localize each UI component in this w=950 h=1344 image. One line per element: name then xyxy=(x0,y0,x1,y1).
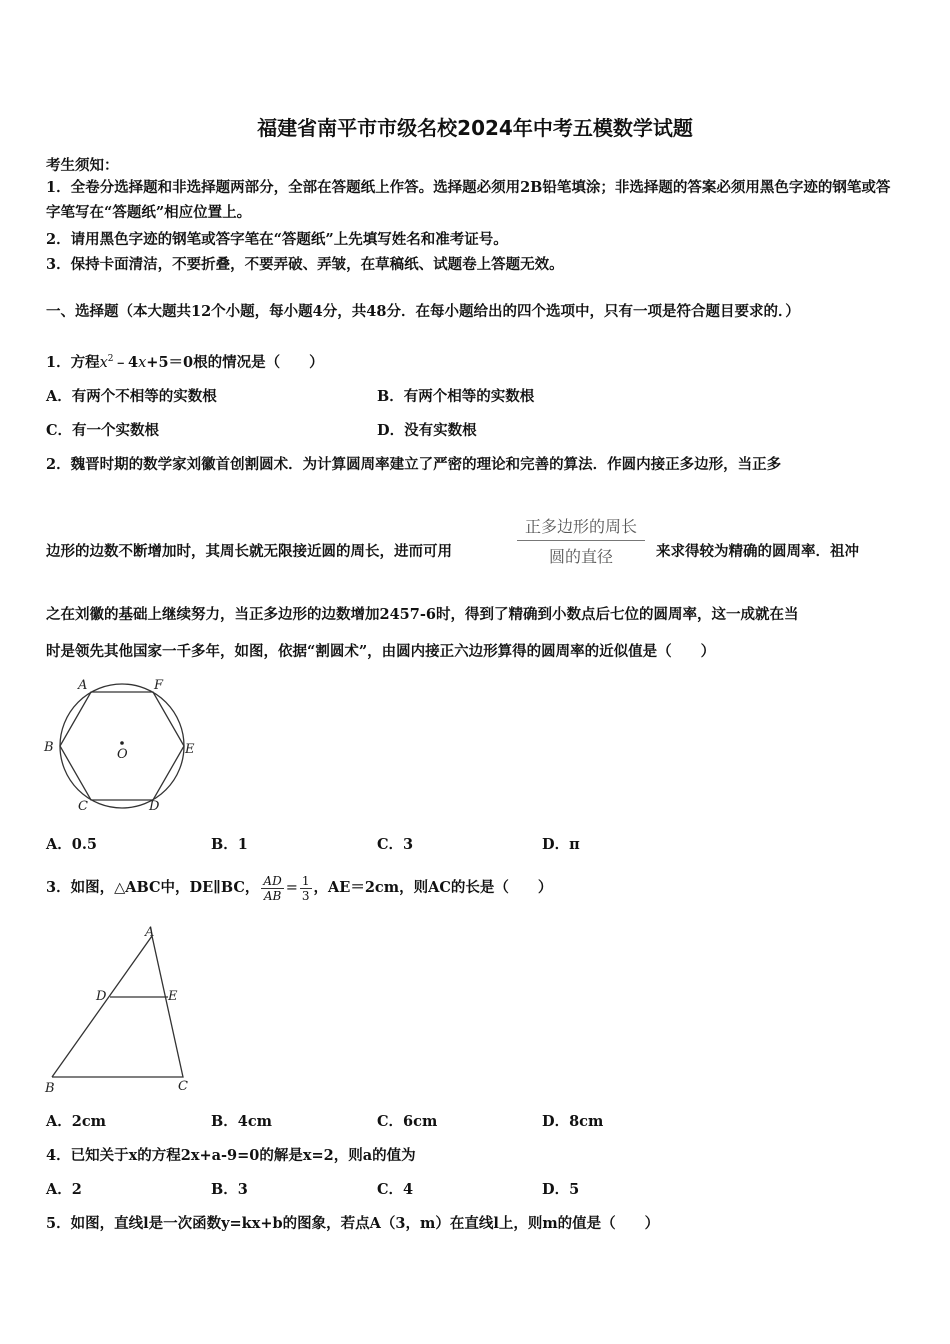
inscribed-hexagon xyxy=(60,692,184,800)
q4-option-a[interactable]: A．2 xyxy=(46,1181,82,1198)
notice-item-1: 1．全卷分选择题和非选择题两部分，全部在答题纸上作答。选择题必须用2B铅笔填涂；非选择题的答案必须用黑色字迹的钢笔或答字笔写在“答题纸”相应位置上。 xyxy=(46,179,891,221)
label-f: F xyxy=(154,678,164,693)
pi-fraction xyxy=(517,514,645,567)
ratio-ab: AB xyxy=(263,888,282,903)
label-d: D xyxy=(96,989,107,1004)
label-a: A xyxy=(78,678,88,693)
q3-option-b[interactable]: B．4cm xyxy=(211,1113,273,1130)
q1-option-c[interactable]: C．有一个实数根 xyxy=(46,422,160,439)
label-b: B xyxy=(44,740,54,755)
ratio-one: 1 xyxy=(301,873,310,888)
q3-option-c[interactable]: C．6cm xyxy=(377,1113,438,1130)
ratio-three: 3 xyxy=(301,888,310,903)
q1-var-x: x xyxy=(99,355,108,371)
section-1-heading: 一、选择题（本大题共12个小题，每小题4分，共48分．在每小题给出的四个选项中，只有一项是符合题目要求的．） xyxy=(46,303,800,320)
question-2-line-4: 时是领先其他国家一千多年，如图，依据“割圆术”，由圆内接正六边形算得的圆周率的近似值是（ ） xyxy=(46,643,716,660)
q1-suffix: +5＝0根的情况是（ ） xyxy=(146,354,324,371)
label-e: E xyxy=(185,742,195,757)
q3-prefix: 3．如图，△ABC中，DE∥BC， xyxy=(46,879,260,896)
q2-option-b[interactable]: B．1 xyxy=(211,836,248,853)
ratio-one-third xyxy=(300,874,312,903)
q1-exponent: 2 xyxy=(107,354,114,365)
q1-option-b[interactable]: B．有两个相等的实数根 xyxy=(377,388,535,405)
q2-option-a[interactable]: A．0.5 xyxy=(46,836,97,853)
q1-option-a[interactable]: A．有两个不相等的实数根 xyxy=(46,388,217,405)
q4-option-c[interactable]: C．4 xyxy=(377,1181,414,1198)
page-title: 福建省南平市市级名校2024年中考五模数学试题 xyxy=(257,116,693,140)
circumscribed-circle xyxy=(60,684,184,808)
question-2-line-2-left: 边形的边数不断增加时，其周长就无限接近圆的周长，进而可用 xyxy=(46,543,452,560)
q4-option-d[interactable]: D．5 xyxy=(542,1181,580,1198)
label-e: E xyxy=(168,989,178,1004)
question-2-line-2-right: 来求得较为精确的圆周率．祖冲 xyxy=(656,543,859,560)
ratio-ad-ab xyxy=(261,874,283,903)
q3-suffix: ，AE＝2cm，则AC的长是（ ） xyxy=(313,879,553,896)
q3-option-d[interactable]: D．8cm xyxy=(542,1113,604,1130)
q3-option-a[interactable]: A．2cm xyxy=(46,1113,107,1130)
question-2-line-3: 之在刘徽的基础上继续努力，当正多边形的边数增加2457-6时，得到了精确到小数点后七位的圆周率，这一成就在当 xyxy=(46,606,799,623)
label-a: A xyxy=(145,925,155,940)
question-3-stem xyxy=(46,873,552,903)
question-5-stem: 5．如图，直线l是一次函数y=kx+b的图象，若点A（3，m）在直线l上，则m的值是（ ） xyxy=(46,1215,660,1232)
notice-item-2: 2．请用黑色字迹的钢笔或答字笔在“答题纸”上先填写姓名和准考证号。 xyxy=(46,231,508,248)
question-2-line-1: 2．魏晋时期的数学家刘徽首创割圆术．为计算圆周率建立了严密的理论和完善的算法．作圆内接正多边形，当正多 xyxy=(46,456,782,473)
q1-option-d[interactable]: D．没有实数根 xyxy=(377,422,477,439)
q1-prefix: 1．方程 xyxy=(46,354,100,371)
q1-mid: ﹣4 xyxy=(113,354,139,371)
triangle-abc xyxy=(52,936,183,1077)
label-c: C xyxy=(78,799,88,814)
label-o: O xyxy=(117,747,128,762)
label-d: D xyxy=(149,799,160,814)
notice-item-3: 3．保持卡面清洁，不要折叠，不要弄破、弄皱，在草稿纸、试题卷上答题无效。 xyxy=(46,256,564,273)
pi-fraction-denominator: 圆的直径 xyxy=(549,547,614,566)
notice-heading: 考生须知： xyxy=(46,157,119,174)
q2-option-c[interactable]: C．3 xyxy=(377,836,414,853)
pi-fraction-numerator: 正多边形的周长 xyxy=(517,514,645,541)
question-4-stem: 4．已知关于x的方程2x+a-9=0的解是x=2，则a的值为 xyxy=(46,1147,416,1164)
q4-option-b[interactable]: B．3 xyxy=(211,1181,248,1198)
label-c: C xyxy=(178,1079,188,1094)
question-1-stem xyxy=(46,351,324,372)
q3-equals: = xyxy=(285,880,298,896)
ratio-ad: AD xyxy=(263,873,282,888)
q1-var-x2: x xyxy=(138,355,147,371)
label-b: B xyxy=(45,1081,55,1096)
triangle-figure xyxy=(40,922,210,1097)
center-point xyxy=(120,741,124,745)
q2-option-d[interactable]: D．π xyxy=(542,836,580,853)
hexagon-circle-figure xyxy=(40,672,210,817)
